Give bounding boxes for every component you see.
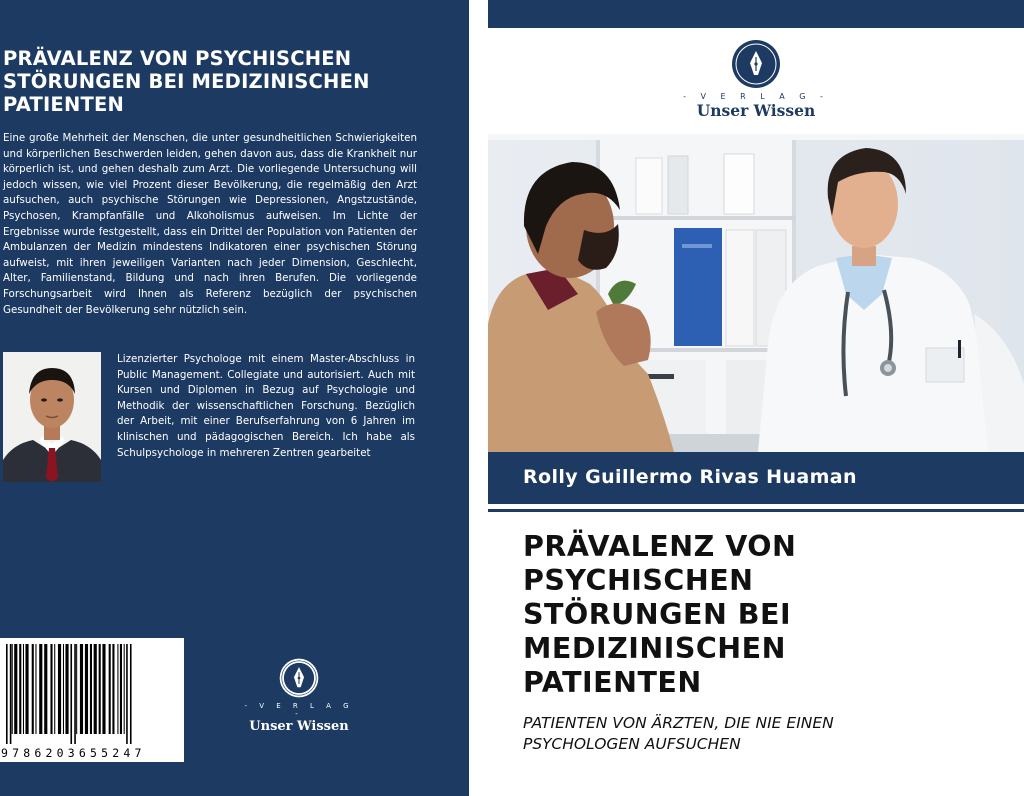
pen-nib-seal-icon — [278, 657, 320, 699]
author-name: Rolly Guillermo Rivas Huaman — [523, 466, 857, 488]
back-publisher-logo — [238, 657, 360, 732]
author-band — [488, 452, 1024, 504]
title-rule — [488, 509, 1024, 512]
cover-photo-doctor-patient — [488, 134, 1024, 452]
author-bio: Lizenzierter Psychologe mit einem Master-Abschluss in Public Management. Collegiate und autorisiert. Auch mit Kursen und Diplomen in Bezug auf Psychologie und Methodik der wissenschaftlichen Forschung. Bezüglich der Arbeit, mit einer Berufserfahrung von 6 Jahren im klinischen und pädagogischen Bereich. Ich habe als Schulpsychologe in mehreren Zentren gearbeitet — [117, 353, 415, 459]
front-cover — [488, 0, 1024, 796]
author-portrait — [3, 352, 101, 482]
isbn-barcode — [0, 638, 184, 762]
back-publisher-verlag: - V E R L A G - — [244, 702, 354, 718]
back-publisher-name: Unser Wissen — [249, 719, 349, 734]
barcode-bars — [0, 638, 184, 748]
back-cover-title: PRÄVALENZ VON PSYCHISCHEN STÖRUNGEN BEI MEDIZINISCHEN PATIENTEN — [3, 47, 370, 116]
pen-nib-seal-icon — [731, 39, 781, 89]
front-publisher-logo — [676, 39, 836, 121]
front-publisher-verlag: - V E R L A G - — [683, 92, 829, 101]
isbn-digits: 9786203655247 — [1, 746, 146, 760]
back-cover — [0, 0, 469, 796]
front-cover-subtitle: PATIENTEN VON ÄRZTEN, DIE NIE EINEN PSYCHOLOGEN AUFSUCHEN — [523, 714, 834, 753]
spine — [469, 0, 488, 796]
front-publisher-name: Unser Wissen — [696, 101, 816, 120]
back-cover-blurb: Eine große Mehrheit der Menschen, die unter gesundheitlichen Schwierigkeiten und körperlichen Beschwerden leiden, gehen davon aus, dass die Krankheit nur körperlich ist, und gehen deshalb zum Arzt. Die vorliegende Untersuchung will jedoch wissen, wie viel Prozent dieser Bevölkerung, die regelmäßig den Arzt aufsuchen, auch psychische Störungen wie Depressionen, Angstzustände, Psychosen, Krampfanfälle und Alkoholismus aufweisen. Im Lichte der Ergebnisse wurde festgestellt, dass ein Drittel der Population von Patienten der Ambulanzen der Medizin mindestens Indikatoren einer psychischen Störung aufweist, mit ihren jeweiligen Varianten nach jeder Dimension, Geschlecht, Alter, Familienstand, Bildung und nach ihren Berufen. Die vorliegende Forschungsarbeit wird Ihnen als Referenz bezüglich der psychischen Gesundheit der Bevölkerung sehr nützlich sein. — [3, 132, 417, 316]
front-cover-title: PRÄVALENZ VON PSYCHISCHEN STÖRUNGEN BEI MEDIZINISCHEN PATIENTEN — [523, 530, 797, 699]
front-top-bar — [488, 0, 1024, 28]
